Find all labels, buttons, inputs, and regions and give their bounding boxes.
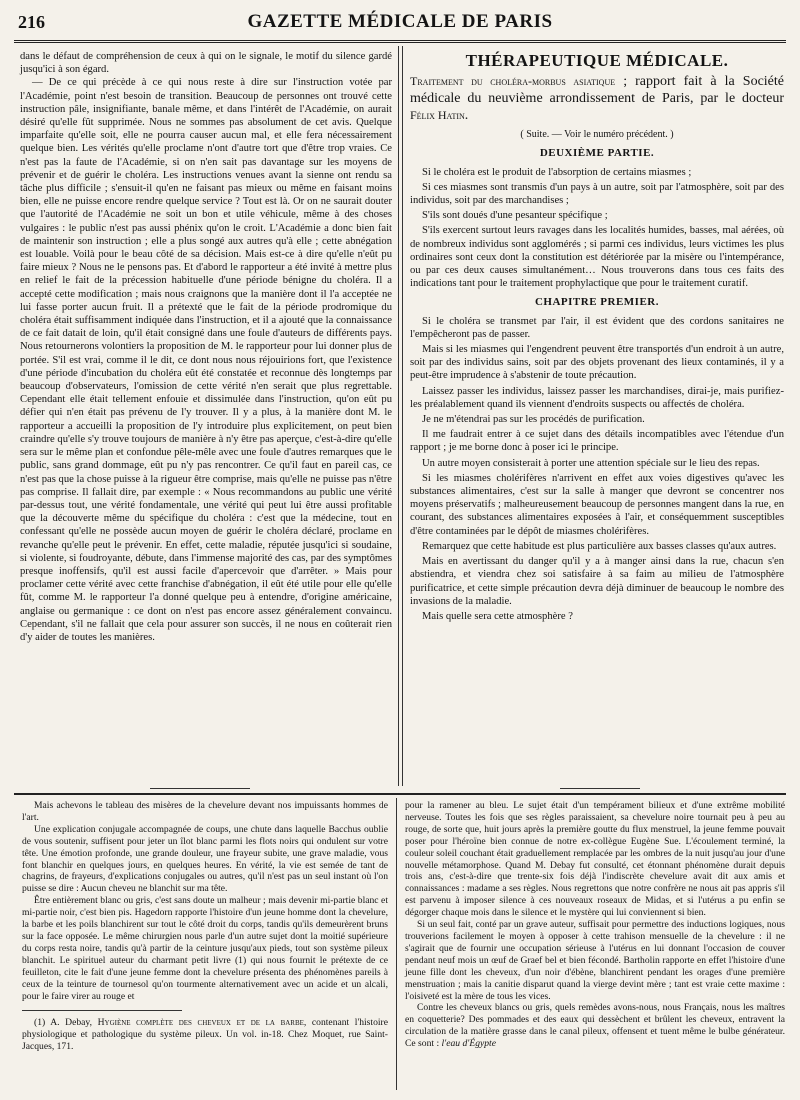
chapter-paragraph: Mais si les miasmes qui l'engendrent peuvent être transportés d'un endroit à un autre, soit par des individus sains, soit par des objets provenant des lieux contaminés, il y a peut-être imprudence à s'abstenir de toute précaution. [410, 344, 784, 382]
left-column-article [20, 50, 392, 644]
right-column-article [410, 51, 784, 625]
feuilleton-paragraph: Mais achevons le tableau des misères de la chevelure devant nos impuissants hommes de l'art. [22, 800, 388, 823]
chapter-paragraph: Si le choléra se transmet par l'air, il est évident que des cordons sanitaires ne l'empêcheront pas de passer. [410, 315, 784, 340]
end-rule [150, 788, 250, 789]
column-divider [402, 46, 403, 786]
footnote-book-title: Hygiène complète des cheveux et de la barbe [97, 1017, 304, 1029]
feuilleton-paragraph: Si un seul fait, conté par un grave auteur, suffisait pour permettre des inductions logiques, nous trouverions facilement le moyen à opposer à cette trahison mensuelle de la chevelure : il ne s'agirait que de fournir une occupation sérieuse à l'utérus en lui donnant l'occasion de couver pendant neuf mois un œuf de Graef bel et bien fécondé. Bartholin rapporte en effet l'histoire d'une jeune fille dont les cheveux, d'un noir d'ébène, blanchirent pendant les orages d'une première menstruation ; mais la canitie disparut quand la vierge devint mère ; tant est vraie cette maxime : l'oisiveté est la mère de tous les vices. [405, 919, 785, 1002]
feuilleton-divider [14, 793, 786, 795]
column-divider [398, 46, 399, 786]
feuilleton-left-column [22, 800, 388, 1053]
journal-title: GAZETTE MÉDICALE DE PARIS [247, 11, 553, 32]
footnote-text: , contenant l'histoire physiologique et pathologique du système pileux. Un vol. in-18. Chez Moquet, rue Saint-Jacques, 171. [22, 1017, 388, 1053]
part-paragraph: S'ils exercent surtout leurs ravages dans les localités humides, basses, mal aérées, où de nombreux individus sont agglomérés ; si parmi ces individus, leurs victimes les plus ordinaires sont ceux dont la constitution est détériorée par la misère ou l'intempérance, ou par ces deux causes simultanément… Nous trouverons dans tous ces faits des indications tant pour le traitement prophylactique que pour le traitement curatif. [410, 225, 784, 290]
left-paragraph: — De ce qui précède à ce qui nous reste à dire sur l'instruction votée par l'Académie, point n'est besoin de transition. Beaucoup de personnes ont trouvé cette instruction pâle, insignifiante, banale même, et dans l'intérêt de l'Académie, on aurait désiré qu'elle fût supprimée. Nous ne sommes pas absolument de cet avis. Quelque imparfaite qu'elle soit, elle ne pourra causer aucun mal, et elle fera nécessairement quelque bien. Les vérités qu'elle proclame n'ont d'autre tort que d'être trop vraies. Ce n'est pas la faute de l'Académie, si on n'en sait pas davantage sur les moyens de prévenir et de guérir le choléra. Les instructions venues avant la sienne ont rendu sa tâche plus difficile ; s'ensuit-il qu'en ne faisant pas mieux ou même en faisant moins bien, elle ne puisse encore rendre quelque service ? Tout est là. Or on ne saurait douter que l'autorité de l'Académie ne soit un bon et utile véhicule, même à des choses vulgaires : le public n'est pas aussi phénix qu'on le croit. L'Académie a donc bien fait de maintenir son instruction ; elle a plus songé aux autres qu'à elle ; cette abnégation est louable. Voilà pour le beau côté de sa décision. Mais est-ce à dire qu'elle n'eût pu faire mieux ? Nous ne le pensons pas. Et d'abord le rapporteur a été invité à mettre plus en relief le fait de la précession habituelle d'une période bénigne du choléra. Il a accepté cette modification ; mais nous craignons que la manière dont il l'a acceptée ne lui fasse porter aucun fruit. Il a prétexté que le fait de la période prodromique du choléra était suffisamment indiquée dans l'instruction, et il a ajouté que la connaissance de ce fait datait de loin, qu'il était consigné dans une foule d'auteurs de différents pays. Nous retournerons volontiers la proposition de M. le rapporteur pour lui donner plus de portée. S'il est vrai, comme il le dit, ce dont nous nous réjouirions fort, que l'existence d'une période d'incubation du choléra eût été constatée et reconnue dès longtemps par beaucoup d'observateurs, l'omission de cette vérité n'en serait que plus regrettable. Cependant elle était tellement enfouie et dissimulée dans l'instruction, qu'on eût pu défier qui n'en était pas prévenu de l'y trouver. Il y a plus, à la manière dont M. le rapporteur a accueilli la proposition de l'y introduire plus explicitement, on peut bien craindre qu'elle s'y trouve toujours de manière à n'y être pas aperçue, c'est-à-dire qu'elle sera sur le même plan et confondue pêle-mêle avec une foule d'autres remarques que le public, sans grand dommage, eût pu n'y pas rencontrer. Ce qu'il faut en pareil cas, ce n'est pas que la chose puisse à la rigueur être comprise, mais qu'elle ne puisse pas n'être pas comprise. Il fallait dire, par exemple : « Nous recommandons au public une vérité par-dessus tout, une vérité fondamentale, une vérité qui peut lui être aussi profitable que la découverte même du spécifique du choléra : c'est que la médecine, tout en confessant qu'elle ne possède aucun moyen de guérir le choléra déclaré, proclame en revanche qu'elle peut le prévenir. En effet, cette maladie, réputée jusqu'ici si soudaine, si violente, si foudroyante, débute, dans l'immense majorité des cas, par des symptômes presque inoffensifs, qu'il est aussi facile d'apercevoir que d'arrêter. » Mais pour proclamer cette vérité avec cette franchise d'abnégation, il eût été utile pour elle qu'elle fût, comme M. le rapporteur l'a donné quelque peu à entendre, d'origine américaine, anglaise ou germanique : ce dont on n'est pas encore assez généralement convaincu. Cependant, s'il ne fallait que cela pour assurer son succès, il ne nous en coûterait rien d'y aider de toutes les manières. [20, 77, 392, 643]
chapter-paragraph: Si les miasmes cholérifères n'arrivent en effet aux voies digestives qu'avec les substances alimentaires, c'est sur la salle à manger que devront se concentrer nos moyens préservatifs ; malheureusement beaucoup de personnes mangent dans la rue, en courant, des substances alimentaires exposées à l'air, et conséquemment susceptibles d'être contaminées par le dépôt de miasmes cholérifères. [410, 472, 784, 537]
footnote-number: (1) A. Debay, [34, 1017, 98, 1029]
chapter-paragraph: Un autre moyen consisterait à porter une attention spéciale sur le lieu des repas. [422, 457, 760, 469]
end-rule [560, 788, 640, 789]
feuilleton-paragraph [405, 1002, 785, 1050]
feuilleton-paragraph: Une explication conjugale accompagnée de coups, une chute dans laquelle Bacchus oublie de vous soutenir, suffisent pour jeter un îlot blanc parmi les flots noirs qui ondulent sur votre tête. Une émotion profonde, une grande douleur, une frayeur subite, une grave maladie, vous font blanchir en quelques jours, en quelques heures. En vérité, la vie est semée de tant de chagrins, de frayeurs, d'explications conjugales ou autres, qu'il n'est pas un seul instant où l'on puisse se dire : Aucun cheveu ne blanchit sur ma tête. [22, 823, 388, 895]
continuation-note: ( Suite. — Voir le numéro précédent. ) [520, 129, 674, 141]
chapter-paragraph: Laissez passer les individus, laissez passer les marchandises, dirai-je, mais purifiez-les préalablement quand ils viennent d'endroits suspects ou affectés de choléra. [410, 385, 784, 410]
author-name: Félix Hatin [410, 108, 465, 123]
part-title: DEUXIÈME PARTIE. [539, 147, 655, 160]
page-header [14, 10, 786, 43]
article-subtitle [410, 73, 784, 124]
chapter-paragraph: Il me faudrait entrer à ce sujet dans des détails incompatibles avec l'étendue d'un rapport ; je me borne donc à poser ici le principe. [410, 429, 784, 454]
section-title: THÉRAPEUTIQUE MÉDICALE. [465, 51, 729, 70]
column-divider [396, 798, 397, 1090]
feuilleton-paragraph: pour la ramener au bleu. Le sujet était d'un tempérament bilieux et d'une extrême mobilité nerveuse. Toutes les fois que ses règles paraissaient, sa chevelure noire tournait peu à peu au rouge, de sorte que, huit jours après la première goutte du flux menstruel, la jeune femme pouvait poser pour l'héroïne bien connue de notre ex-collègue Eugène Sue. L'écoulement terminé, la couleur soleil couchant était graduellement remplacée par les ombres de la nuit jusqu'au jour d'une nouvelle métamorphose. Quand M. Debay fut consulté, cet étonnant phénomène durait depuis trois ans, c'est-à-dire que trente-six fois déjà l'indiscrète chevelure avait dit aux amis et connaissances : madame a ses règles. Nous regrettons que notre confrère ne nous ait pas appris s'il est parvenu à imposer silence à ces nouveaux roseaux de Midas, et si l'utérus a pu enfin se dégorger chaque mois dans le silence et le mystère qui lui conviennent si bien. [405, 800, 785, 919]
subtitle-end: . [464, 108, 469, 124]
remedy-name: l'eau d'Égypte [441, 1038, 496, 1050]
footnote [22, 1017, 388, 1053]
chapter-title: CHAPITRE PREMIER. [534, 296, 659, 309]
footnote-rule [22, 1010, 182, 1011]
subtitle-smallcaps: Traitement du choléra-morbus asiatique [410, 74, 616, 89]
subtitle-text: ; rapport fait à la Société médicale du neuvième arrondissement de Paris, par le docteur [410, 74, 784, 107]
chapter-paragraph: Mais quelle sera cette atmosphère ? [422, 610, 573, 622]
feuilleton-right-column [405, 800, 785, 1050]
left-paragraph: dans le défaut de compréhension de ceux à qui on le signale, le motif du silence gardé jusqu'ici à son égard. [20, 51, 392, 76]
part-paragraph: S'ils sont doués d'une pesanteur spécifique ; [422, 210, 608, 222]
feuilleton-paragraph: Être entièrement blanc ou gris, c'est sans doute un malheur ; mais devenir mi-partie blanc et mi-partie noir, c'est bien pis. Hagedorn rapporte l'histoire d'un jeune homme dont la chevelure, la barbe et les poils blanchirent sur tout le côté droit du corps, tandis qu'ils demeurèrent bruns sur la face opposée. Le même chirurgien nous parle d'un autre sujet dont la moitié supérieure du corps resta noire, tandis qu'à partir de la ceinture jusqu'aux pieds, tout son système pileux blanchit. Le spirituel auteur du charmant petit livre (1) qui nous fournit le prétexte de ce feuilleton, cite le fait d'une jeune femme dont la chevelure présenta des phénomènes pareils à ceux de la teinture de tournesol qu'on tourmente alternativement avec un acide et un alcali, pour le faire virer au rouge et [22, 895, 388, 1002]
chapter-paragraph: Remarquez que cette habitude est plus particulière aux basses classes qu'aux autres. [422, 540, 777, 552]
chapter-paragraph: Mais en avertissant du danger qu'il y a à manger ainsi dans la rue, chacun s'en abstiendra, et viendra chez soi satisfaire à sa faim au milieu de l'atmosphère purificatrice, et cette simple précaution devra déjà diminuer de beaucoup le nombre des invasions de la maladie. [410, 556, 784, 607]
page-number: 216 [18, 12, 45, 32]
part-paragraph: Si ces miasmes sont transmis d'un pays à un autre, soit par l'atmosphère, soit par des individus, soit par des marchandises ; [410, 181, 784, 207]
feuilleton-text: Contre les cheveux blancs ou gris, quels remèdes avons-nous, nous Français, nous les maîtres en coquetterie? Des pommades et des eaux qui dessèchent et brûlent les cheveux, entravent la circulation de la matière grasse dans le canal pileux, offensent et tuent même le bulbe générateur. Ce sont : [405, 1002, 785, 1050]
chapter-paragraph: Je ne m'étendrai pas sur les procédés de purification. [422, 414, 645, 426]
part-paragraph: Si le choléra est le produit de l'absorption de certains miasmes ; [422, 166, 692, 178]
